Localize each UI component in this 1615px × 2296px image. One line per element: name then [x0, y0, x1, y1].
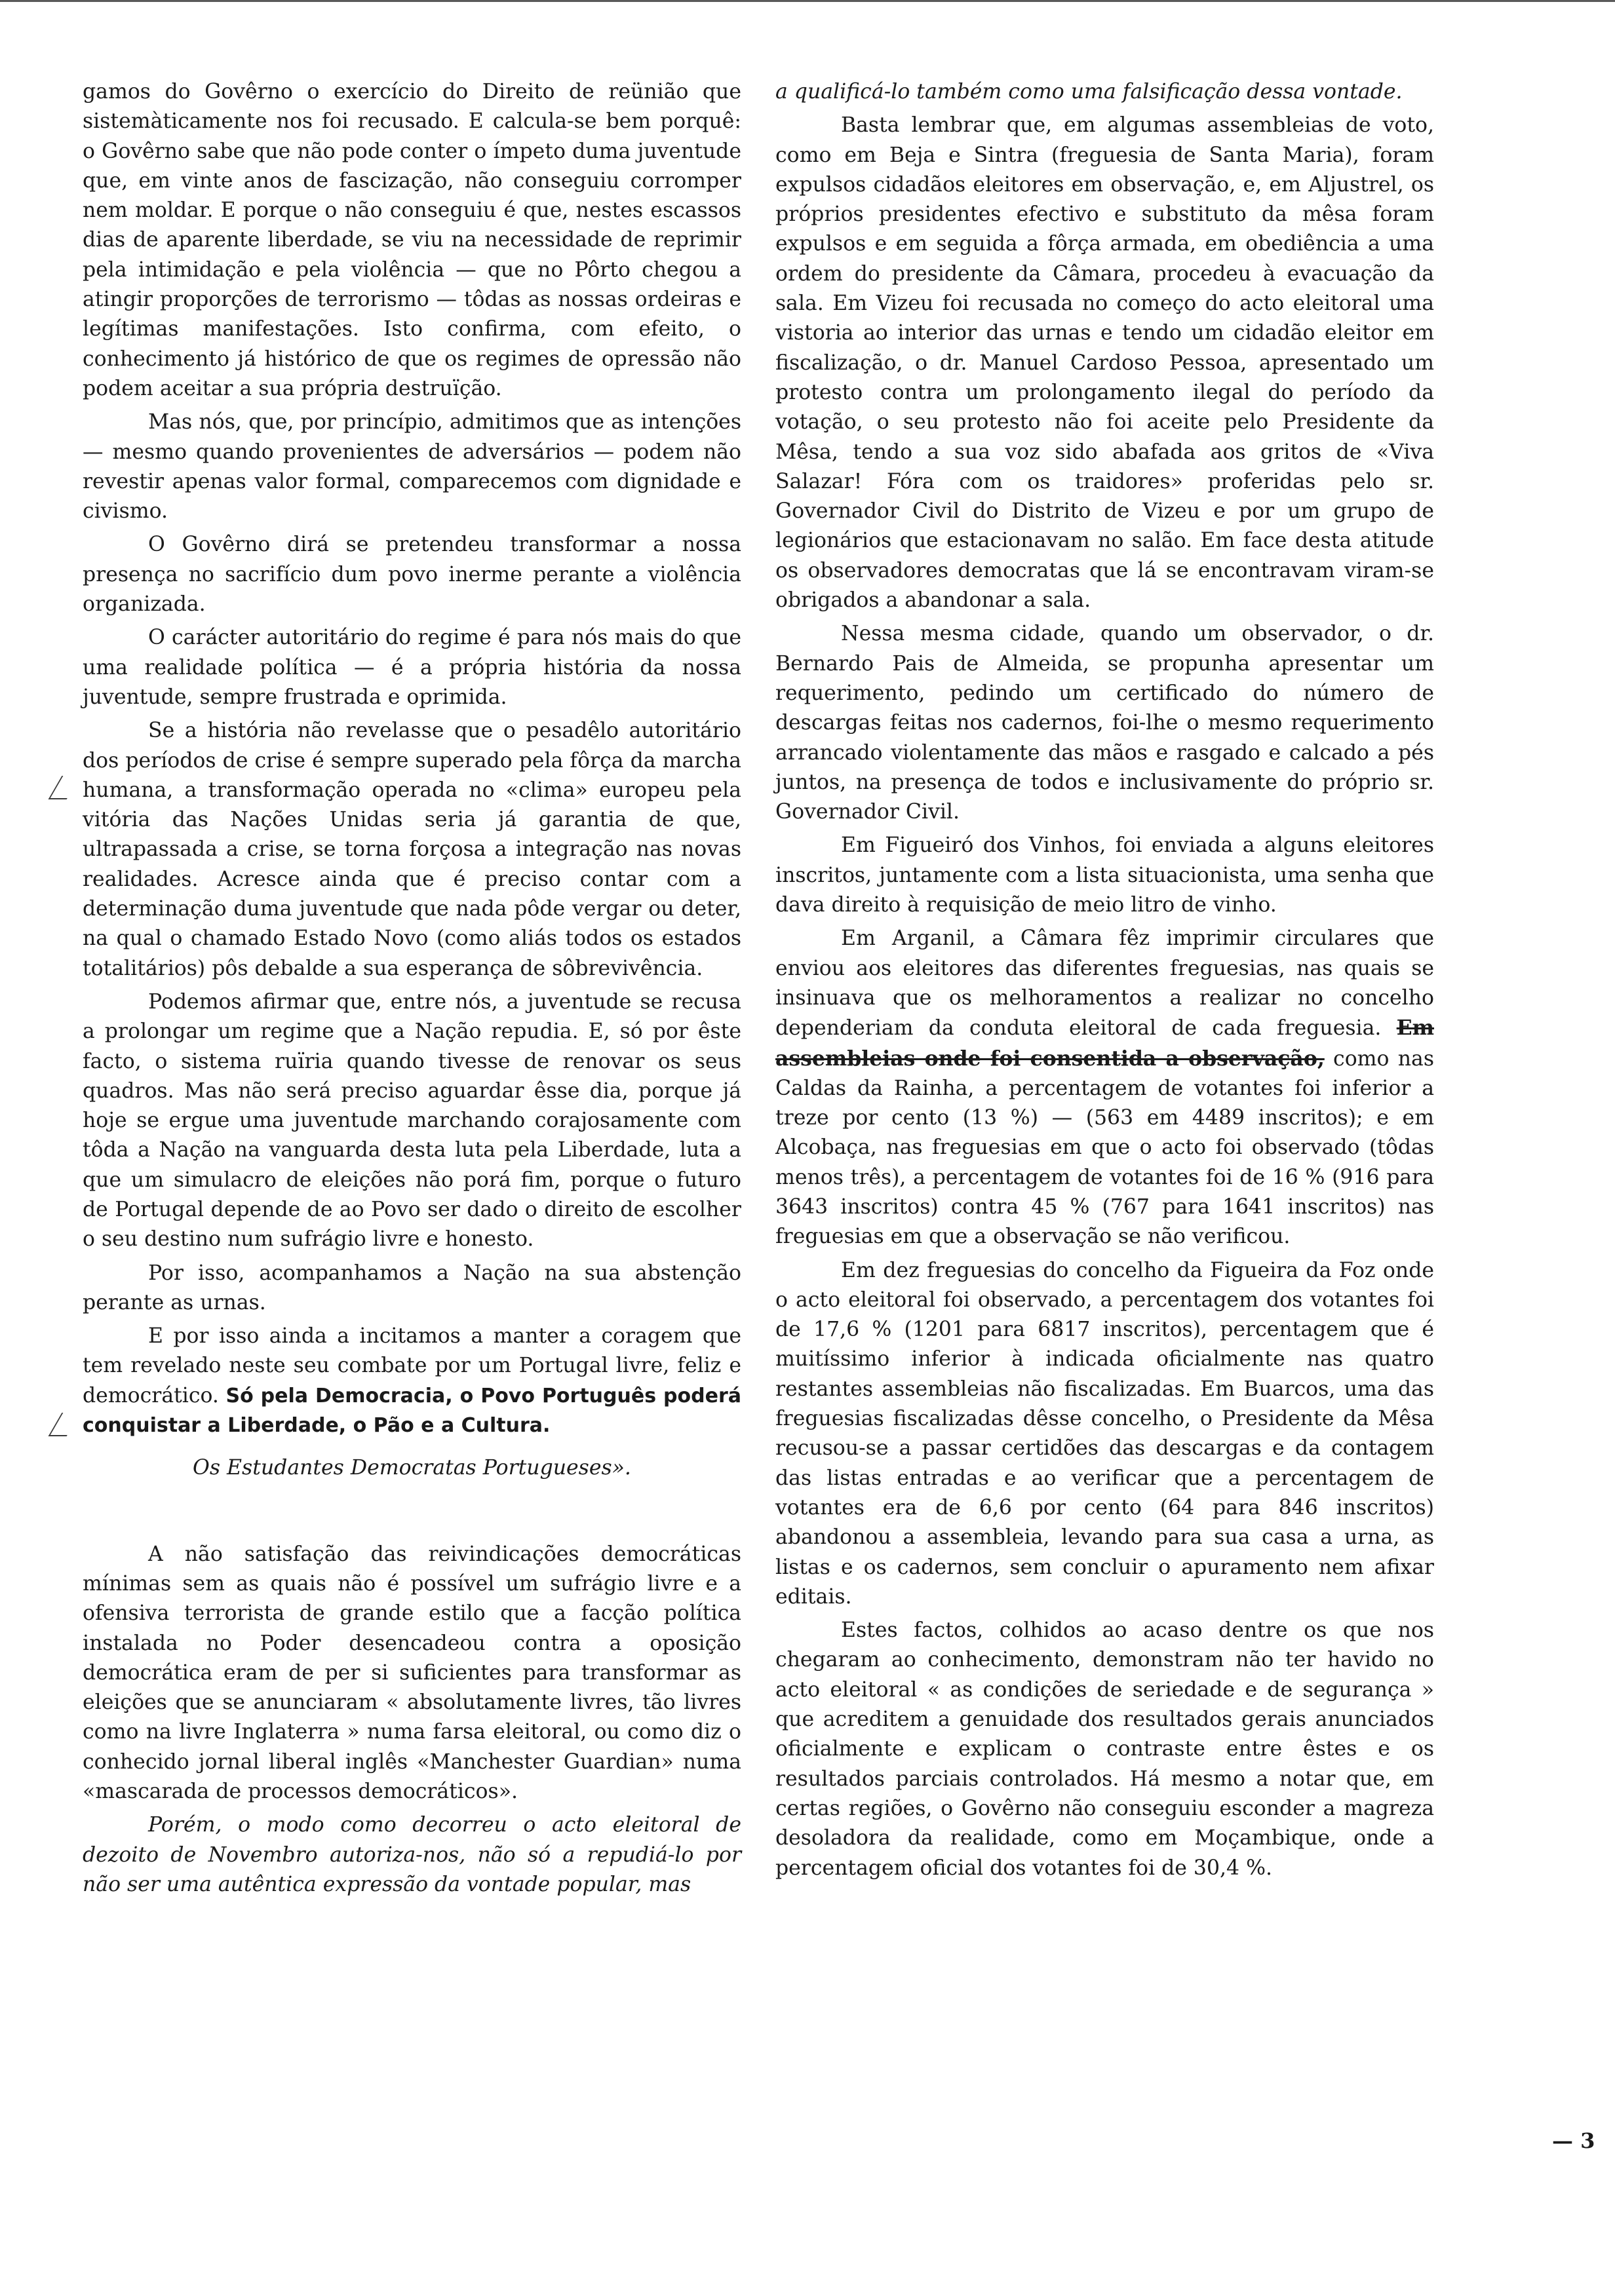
paragraph: a qualificá-lo também como uma falsificação dessa vontade.: [775, 80, 1403, 104]
paragraph: Em dez freguesias do concelho da Figueira da Foz onde o acto eleitoral foi observado, a percentagem dos votantes foi de 17,6 % (1201 para 6817 inscritos), percentagem que é muitíssimo inferior à indicada oficialmente nas quatro restantes assembleias não fiscalizadas. Em Buarcos, uma das freguesias fiscalizadas dêsse concelho, o Presidente da Mêsa recusou-se a passar certidões das descargas e da contagem das listas entradas e ao verificar que a percentagem de votantes era de 6,6 por cento (64 para 846 inscritos) abandonou a assembleia, levando para sua casa a urna, as listas e os cadernos, sem concluir o apuramento nem afixar editais.: [775, 1258, 1434, 1609]
bold-slogan: Só pela Democracia, o Povo Português poderá conquistar a Liberdade, o Pão e a Cultura.: [83, 1384, 741, 1438]
paragraph: Estes factos, colhidos ao acaso dentre os que nos chegaram ao conhecimento, demonstram não ter havido no acto eleitoral « as condições de seriedade e de segurança » que acreditem a genuidade dos resultados gerais anunciados oficialmente e explicam o contraste entre êstes e os resultados parciais controlados. Há mesmo a notar que, em certas regiões, o Govêrno não conseguiu esconder a magreza desoladora da realidade, como em Moçambique, onde a percentagem oficial dos votantes foi de 30,4 %.: [775, 1618, 1434, 1880]
paragraph: Porém, o modo como decorreu o acto eleitoral de dezoito de Novembro autoriza-nos, não só a repudiá-lo por não ser uma autêntica expressão da vontade popular, mas: [83, 1813, 741, 1896]
paragraph: gamos do Govêrno o exercício do Direito de reünião que sistemàticamente nos foi recusado. E calcula-se bem porquê: o Govêrno sabe que não pode conter o ímpeto duma juventude que, em vinte anos de fascização, não conseguiu corromper nem moldar. E porque o não conseguiu é que, nestes escassos dias de aparente liberdade, se viu na necessidade de reprimir pela intimidação e pela violência — que no Pôrto chegou a atingir proporções de terrorismo — tôdas as nossas ordeiras e legítimas manifestações. Isto confirma, com efeito, o conhecimento já histórico de que os regimes de opressão não podem aceitar a sua própria destruïção.: [83, 80, 741, 400]
page-number: — 3: [1552, 2128, 1595, 2153]
paragraph: A não satisfação das reivindicações democráticas mínimas sem as quais não é possível um sufrágio livre e a ofensiva terrorista de grande estilo que a facção política instalada no Poder desencadeou contra a oposição democrática eram de per si suficientes para transformar as eleições que se anunciaram « absolutamente livres, tão livres como na livre Inglaterra » numa farsa eleitoral, ou como diz o conhecido jornal liberal inglês «Manchester Guardian» numa «mascarada de processos democráticos».: [83, 1542, 741, 1804]
paragraph: [775, 924, 1434, 1252]
paragraph: Mas nós, que, por princípio, admitimos que as intenções — mesmo quando provenientes de adversários — podem não revestir apenas valor formal, comparecemos com dignidade e civismo.: [83, 410, 741, 524]
right-column: [775, 77, 1434, 1883]
paragraph: Se a história não revelasse que o pesadêlo autoritário dos períodos de crise é sempre superado pela fôrça da marcha humana, a transformação operada no «clima» europeu pela vitória das Nações Unidas seria já garantia de que, ultrapassada a crise, se torna forçosa a integração nas novas realidades. Acresce ainda que é preciso contar com a determinação duma juventude que nada pôde vergar ou deter, na qual o chamado Estado Novo (como aliás todos os estados totalitários) pôs debalde a sua esperança de sôbrevivência.: [83, 719, 741, 980]
paragraph-text: Em Arganil, a Câmara fêz imprimir circulares que enviou aos eleitores das diferentes freguesias, nas quais se insinuava que os melhoramentos a realizar no concelho dependeriam da conduta eleitoral de cada freguesia.: [775, 927, 1434, 1041]
paragraph: Basta lembrar que, em algumas assembleias de voto, como em Beja e Sintra (freguesia de Santa Maria), foram expulsos cidadãos eleitores em observação, e, em Aljustrel, os próprios presidentes efectivo e substituto da mêsa foram expulsos e em seguida a fôrça armada, em obediência a uma ordem do presidente da Câmara, procedeu à evacuação da sala. Em Vizeu foi recusada no começo do acto eleitoral uma vistoria ao interior das urnas e tendo um cidadão eleitor em fiscalização, o dr. Manuel Cardoso Pessoa, apresentado um protesto contra um prolongamento ilegal do período da votação, o seu protesto não foi aceite pelo Presidente da Mêsa, tendo a sua voz sido abafada aos gritos de «Viva Salazar! Fóra com os traidores» proferidas pelo sr. Governador Civil do Distrito de Vizeu e por um grupo de legionários que estacionavam no salão. Em face desta atitude os observadores democratas que lá se encontravam viram-se obrigados a abandonar a sala.: [775, 113, 1434, 613]
paragraph-text: E por isso ainda a incitamos a manter a coragem que tem revelado neste seu combate por um Portugal livre, feliz e democrático.: [83, 1324, 741, 1407]
paragraph: [83, 1322, 741, 1440]
page-top-edge: [0, 0, 1615, 2]
paragraph: Nessa mesma cidade, quando um observador, o dr. Bernardo Pais de Almeida, se propunha apresentar um requerimento, pedindo um certificado do número de descargas feitas nos cadernos, foi-lhe o mesmo requerimento arrancado violentamente das mãos e rasgado e calcado a pés juntos, na presença de todos e inclusivamente do próprio sr. Governador Civil.: [775, 622, 1434, 824]
struck-through-text: Em assembleias onde foi consentida a observação,: [775, 1016, 1434, 1071]
paragraph: Podemos afirmar que, entre nós, a juventude se recusa a prolongar um regime que a Nação repudia. E, só por êste facto, o sistema ruïria quando tivesse de renovar os seus quadros. Mas não será preciso aguardar êsse dia, porque já hoje se ergue uma juventude marchando corajosamente com tôda a Nação na vanguarda desta luta pela Liberdade, luta a que um simulacro de eleições não porá fim, porque o futuro de Portugal depende de ao Povo ser dado o direito de escolher o seu destino num sufrágio livre e honesto.: [83, 989, 741, 1252]
signature: Os Estudantes Democratas Portugueses».: [193, 1456, 631, 1480]
paragraph-text: como nas Caldas da Rainha, a percentagem de votantes foi inferior a treze por cento (13 %) — (563 em 4489 inscritos); e em Alcobaça, nas freguesias em que o acto foi observado (tôdas menos três), a percentagem de votantes foi de 16 % (916 para 3643 inscritos) contra 45 % (767 para 1641 inscritos) nas freguesias em que a observação se não verificou.: [775, 1046, 1434, 1249]
paragraph: Por isso, acompanhamos a Nação na sua abstenção perante as urnas.: [83, 1261, 741, 1314]
left-column: [83, 77, 741, 1900]
paragraph: Em Figueiró dos Vinhos, foi enviada a alguns eleitores inscritos, juntamente com a lista situacionista, uma senha que dava direito à requisição de meio litro de vinho.: [775, 833, 1434, 917]
paragraph: O Govêrno dirá se pretendeu transformar a nossa presença no sacrifício dum povo inerme perante a violência organizada.: [83, 533, 741, 617]
margin-pencil-mark: [49, 776, 81, 799]
paragraph: O carácter autoritário do regime é para nós mais do que uma realidade política — é a própria história da nossa juventude, sempre frustrada e oprimida.: [83, 626, 741, 709]
margin-pencil-mark: [49, 1413, 81, 1436]
